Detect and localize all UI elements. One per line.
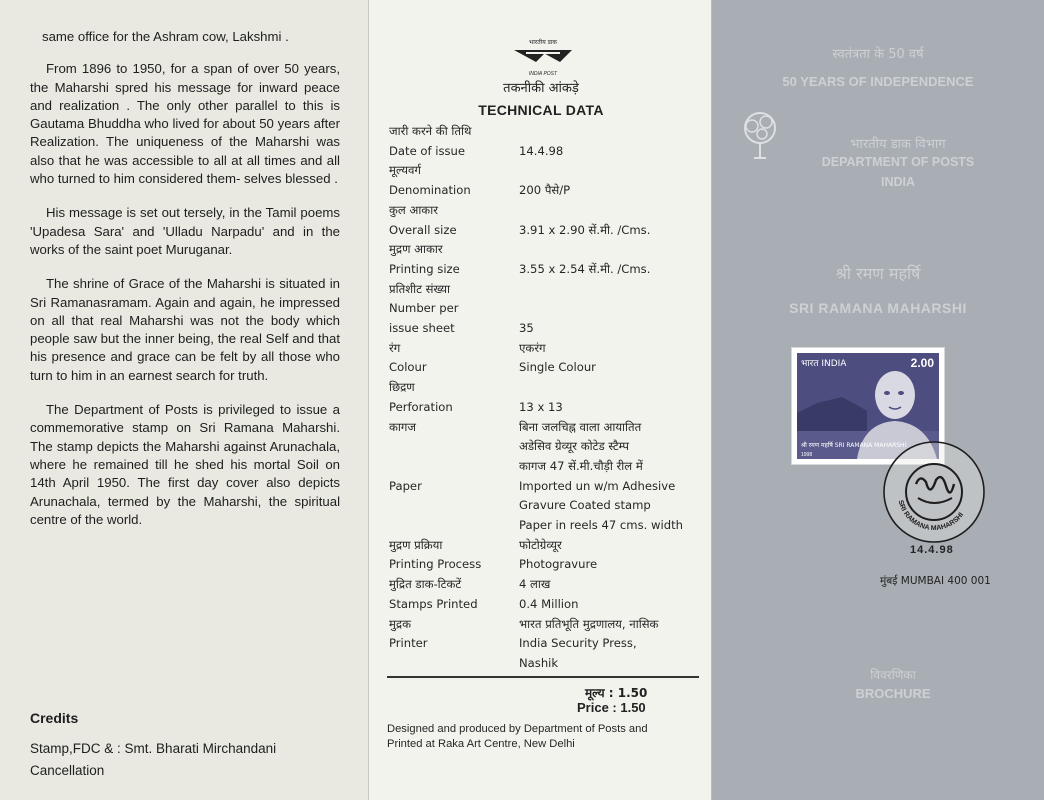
stamp-value: 2.00: [910, 356, 934, 370]
tech-row: [389, 616, 659, 632]
india-post-icon: [508, 46, 578, 66]
title-hindi: तकनीकी आंकड़े: [503, 81, 579, 96]
tech-row: [389, 203, 438, 218]
tech-row-value: Gravure Coated stamp: [519, 498, 651, 513]
dept-hindi: भारतीय डाक विभाग: [850, 137, 946, 152]
tech-row-label: मुद्रण आकार: [389, 242, 443, 257]
credits-row-stamp: [30, 738, 350, 760]
dept-english: DEPARTMENT OF POSTS: [821, 155, 975, 169]
paragraph-1: same office for the Ashram cow, Lakshmi .: [42, 29, 289, 44]
tech-row: [389, 537, 562, 553]
tech-row: [389, 399, 563, 414]
tech-row-label: Colour: [389, 360, 427, 375]
tech-row-value: अडेसिव ग्रेव्यूर कोटेड स्टैम्प: [519, 439, 629, 454]
paragraph-3: His message is set out tersely, in the Tamil poems 'Upadesa Sara' and 'Ulladu Narpadu' and in the works of the saint poet Muruganar.: [30, 205, 340, 257]
tech-row-value: 200 पैसे/P: [519, 183, 571, 198]
tech-row-value: एकरंग: [519, 340, 546, 355]
tech-row: [389, 478, 676, 493]
tech-row: [389, 222, 651, 237]
tech-row-label: छिद्रण: [389, 380, 415, 395]
tech-row-value: Photogravure: [519, 557, 598, 572]
tech-row-label: Stamps Printed: [389, 596, 478, 611]
india-post-logo: [493, 38, 593, 77]
tech-row-label: मुद्रक: [389, 616, 411, 631]
tech-row-label: issue sheet: [389, 321, 455, 335]
tech-row: [389, 124, 471, 139]
tech-row-value: 13 x 13: [519, 399, 563, 414]
tech-row-value: 14.4.98: [519, 143, 564, 158]
tech-row: [389, 242, 443, 257]
logo-text-en: INDIA POST: [528, 71, 558, 77]
logo-text-hi: भारतीय डाक: [529, 39, 557, 46]
tech-row-value: India Security Press,: [519, 636, 637, 651]
brochure-english: BROCHURE: [855, 686, 931, 701]
tech-row: [389, 636, 637, 651]
production-note: [387, 722, 648, 752]
tech-row-value: 0.4 Million: [519, 596, 579, 611]
tech-row: [389, 360, 596, 375]
postmark-cancellation: [880, 438, 988, 546]
production-line-1: Designed and produced by Department of Posts and: [387, 723, 648, 735]
paragraph-4: The shrine of Grace of the Maharshi is situated in Sri Ramanasramam. Again and again, he impressed on all that real Maharshi was not the body which people saw but the inner being, the real Self and that his presence and grace can be felt by all those who turn to him in an earnest search for truth.: [30, 276, 340, 383]
biography-text: [30, 28, 340, 529]
years-hindi: स्वतंत्रता के 50 वर्ष: [832, 47, 924, 62]
tech-row-label: कागज: [389, 419, 417, 434]
credits-row-cancellation: Cancellation: [30, 763, 105, 778]
paragraph-2: From 1896 to 1950, for a span of over 50 years, the Maharshi spred his message for inward peace and realization . The only other parallel to this is Gautama Bhuddha who lived for about 50 years after Realization. The uniqueness of the Maharshi was also that he was accessible to all at all times and all who turned to him considered them- selves blessed .: [30, 61, 340, 187]
tech-row: [389, 596, 579, 611]
tech-row: [389, 301, 459, 315]
stamp-caption: श्री रमण महर्षि SRI RAMANA MAHARSHI: [801, 442, 907, 449]
stamp-year: 1998: [801, 452, 813, 458]
tech-row: [389, 557, 598, 572]
tech-row-value: Imported un w/m Adhesive: [519, 478, 676, 493]
tech-row-label: Number per: [389, 301, 459, 316]
paragraph-5: The Department of Posts is privileged to issue a commemorative stamp on Sri Ramana Maharshi. The stamp depicts the Maharshi against Arunachala, where he remained till he shed his mortal Soil on 14th April 1950. The first day cover also depicts Arunachala, termed by the Maharshi, the spiritual centre of the world.: [30, 402, 340, 527]
tech-row-value: Nashik: [519, 655, 559, 670]
subject-name-hindi: श्री रमण महर्षि: [835, 264, 921, 283]
tech-row-label: Printer: [389, 636, 428, 651]
tech-row: [389, 340, 546, 356]
technical-data-panel: [368, 0, 712, 800]
credits-label: Stamp,FDC &: [30, 741, 114, 756]
subject-name-english: SRI RAMANA MAHARSHI: [789, 300, 967, 316]
stamp-country: भारत INDIA: [801, 359, 847, 369]
left-panel: [0, 0, 368, 800]
price-hindi: मूल्य : 1.50: [585, 686, 648, 700]
tech-row: [389, 282, 450, 297]
tech-row-label: मुद्रण प्रक्रिया: [389, 537, 443, 552]
tech-row-label: कुल आकार: [389, 202, 438, 217]
credits-value: : Smt. Bharati Mirchandani: [117, 741, 277, 756]
tech-row-label: जारी करने की तिथि: [389, 124, 472, 138]
divider: [387, 676, 699, 678]
tech-row-label: Printing size: [389, 261, 460, 276]
tech-row-value: Paper in reels 47 cms. width: [519, 518, 683, 532]
tech-row: [389, 577, 551, 592]
tech-row: [389, 261, 651, 276]
tech-row-value: 3.55 x 2.54 सें.मी. /Cms.: [519, 261, 651, 276]
years-english: 50 YEARS OF INDEPENDENCE: [782, 74, 974, 89]
tech-row-value: 35: [519, 321, 534, 335]
tech-row: [389, 321, 534, 335]
tech-row-label: मुद्रित डाक-टिकटें: [389, 577, 462, 592]
title-english: TECHNICAL DATA: [478, 102, 604, 118]
tech-row-value: बिना जलचिह्न वाला आयातित: [519, 419, 642, 434]
credits-block: [30, 710, 350, 782]
tech-row-label: मूल्यवर्ग: [389, 163, 421, 178]
tech-row-value: कागज 47 सें.मी.चौड़ी रील में: [519, 458, 643, 473]
tech-row-label: Date of issue: [389, 143, 466, 158]
tech-row: [389, 183, 571, 198]
tech-row-label: Printing Process: [389, 557, 482, 572]
issuing-city: मुंबई MUMBAI 400 001: [880, 575, 991, 587]
tech-row-label: Paper: [389, 478, 422, 493]
tech-row-label: Denomination: [389, 183, 471, 198]
credits-title: Credits: [30, 710, 79, 726]
tech-row-value: भारत प्रतिभूति मुद्रणालय, नासिक: [519, 616, 659, 631]
tech-row-label: Perforation: [389, 399, 453, 414]
tech-row: [389, 380, 415, 395]
tech-row-label: रंग: [389, 340, 401, 355]
country-label: INDIA: [880, 175, 916, 189]
tech-row-value: फोटोग्रेव्यूर: [519, 537, 562, 552]
tech-row: [389, 163, 421, 178]
production-line-2: Printed at Raka Art Centre, New Delhi: [387, 738, 575, 750]
tech-row-value: 3.91 x 2.90 सें.मी. /Cms.: [519, 222, 651, 237]
tech-row: [389, 143, 564, 158]
tech-row-label: Overall size: [389, 222, 457, 237]
tech-row-label: प्रतिशीट संख्या: [389, 281, 450, 296]
tech-row-value: Single Colour: [519, 360, 596, 375]
postmark-ring-text: SRI RAMANA MAHARSHI: [896, 499, 966, 533]
brochure-hindi: विवरणिका: [870, 668, 916, 682]
tech-row: [389, 419, 642, 435]
postmark-date: 14.4.98: [910, 544, 954, 556]
price-english: Price : 1.50: [577, 700, 646, 715]
cover-panel: [712, 0, 1044, 800]
tech-row-value: 4 लाख: [519, 577, 551, 592]
